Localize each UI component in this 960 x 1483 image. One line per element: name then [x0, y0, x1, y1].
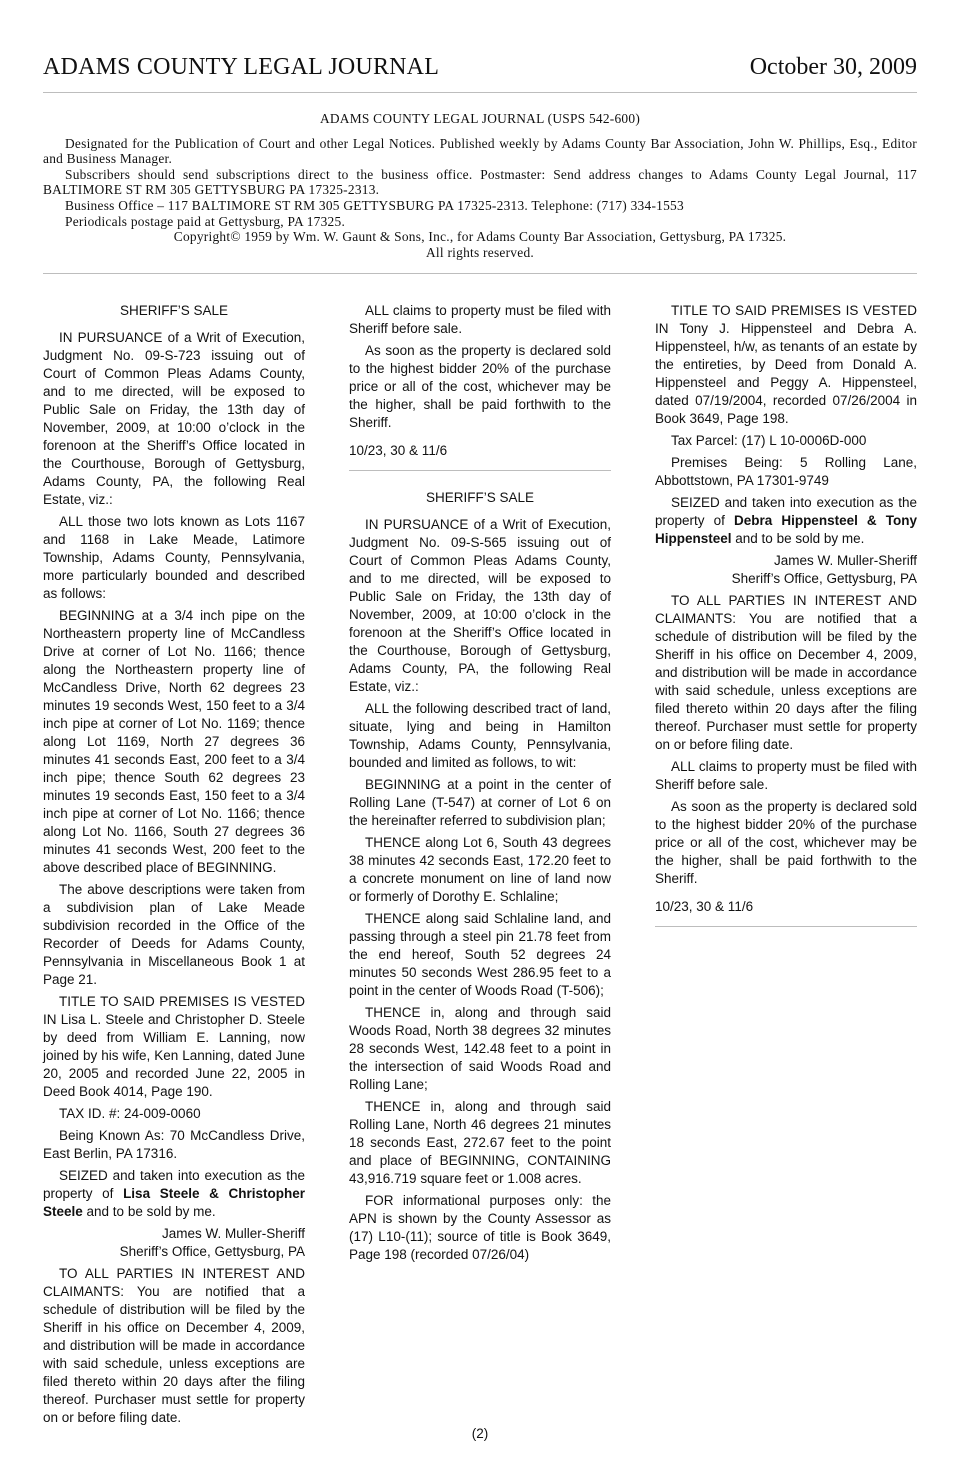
- sale-1-claims: ALL claims to property must be filed with Sheriff before sale.: [349, 303, 611, 336]
- masthead-designation: Designated for the Publication of Court and other Legal Notices. Published weekly by Adams County Bar Association, John W. Phillips, Esq., Editor and Business Manager.: [43, 135, 917, 167]
- sale-2-title: SHERIFF’S SALE: [425, 490, 535, 505]
- page-header: [43, 52, 917, 93]
- sale-1-notice: TO ALL PARTIES IN INTEREST AND CLAIMANTS: You are notified that a schedule of distribution will be filed by the Sheriff in his office on December 4, 2009, and distribution will be made in accordance with said schedule, unless exceptions are filed thereto within 20 days after the filing thereof. Purchaser must settle for property on or before filing date.: [43, 1266, 305, 1425]
- sale-2-tract: ALL the following described tract of land, situate, lying and being in Hamilton Township, Adams County, Pennsylvania, bounded and limited as follows, to wit:: [349, 701, 611, 770]
- sale-2-claims: ALL claims to property must be filed with Sheriff before sale.: [655, 759, 917, 792]
- sale-1-sheriff-office: Sheriff’s Office, Gettysburg, PA: [119, 1244, 305, 1259]
- sale-1-beginning: BEGINNING at a 3/4 inch pipe on the Northeastern property line of McCandless Drive at corner of Lot No. 1166; thence along the Northeastern property line of McCandless Drive, North 62 degrees 23 minutes 19 seconds West, 150 feet to a 3/4 inch pipe at corner of Lot No. 1169; thence along Lot 1169, North 27 degrees 36 minutes 41 seconds East, 200 feet to a 3/4 inch pipe; thence South 62 degrees 23 minutes 19 seconds East, 150 feet to a 3/4 inch pipe at corner of Lot No. 1166; thence along Lot No. 1166, South 27 degrees 36 minutes 41 seconds West, 200 feet to the above described place of BEGINNING.: [43, 608, 305, 875]
- column-1: [43, 302, 305, 1431]
- sale-2-pursuance: IN PURSUANCE of a Writ of Execution, Judgment No. 09-S-565 issuing out of Court of Common Pleas Adams County, and to me directed, will be exposed to Public Sale on Friday, the 13th day of November, 2009, at 10:00 o’clock in the forenoon at the Sheriff’s Office located in the Courthouse, Borough of Gettysburg, Adams County, PA, the following Real Estate, viz.:: [349, 517, 611, 694]
- journal-title: ADAMS COUNTY LEGAL JOURNAL: [43, 54, 440, 80]
- sale-2-beginning: BEGINNING at a point in the center of Rolling Lane (T-547) at corner of Lot 6 on the hereinafter referred to subdivision plan;: [349, 777, 611, 828]
- sale-2-title-vested: TITLE TO SAID PREMISES IS VESTED IN Tony J. Hippensteel and Debra A. Hippensteel, h/w, as tenants of an estate by the entireties, by Deed from Donald A. Hippensteel and Peggy A. Hippensteel, dated 07/19/2004, recorded 07/26/2004 in Book 3649, Page 198.: [655, 303, 917, 426]
- sale-2-sheriff-office: Sheriff’s Office, Gettysburg, PA: [731, 571, 917, 586]
- masthead-rights: All rights reserved.: [425, 244, 534, 260]
- column-3: [655, 302, 917, 945]
- sale-2-thence-rolling: THENCE in, along and through said Rolling Lane, North 46 degrees 21 minutes 18 seconds East, 272.67 feet to the point and place of BEGINNING, CONTAINING 43,916.719 square feet or 1.008 acres.: [349, 1099, 611, 1186]
- sale-2-tax-parcel: Tax Parcel: (17) L 10-0006D-000: [671, 433, 867, 448]
- sale-2-notice: TO ALL PARTIES IN INTEREST AND CLAIMANTS: You are notified that a schedule of distribution will be filed by the Sheriff in his office on December 4, 2009, and distribution will be made in accordance with said schedule, unless exceptions are filed thereto within 20 days after the filing thereof. Purchaser must settle for property on or before filing date.: [655, 593, 917, 752]
- sale-1-pursuance: IN PURSUANCE of a Writ of Execution, Judgment No. 09-S-723 issuing out of Court of Common Pleas Adams County, and to me directed, will be exposed to Public Sale on Friday, the 13th day of November, 2009, at 10:00 o’clock in the forenoon at the Sheriff’s Office located in the Courthouse, Borough of Gettysburg, Adams County, PA, the following Real Estate, viz.:: [43, 330, 305, 507]
- sale-1-seized: SEIZED and taken into execution as the property of Lisa Steele & Christopher Steele and to be sold by me.: [43, 1168, 306, 1219]
- sale-2-sheriff-name: James W. Muller-Sheriff: [773, 553, 917, 568]
- sale-1-tax-id: TAX ID. #: 24-009-0060: [59, 1106, 201, 1121]
- sale-2-dates: 10/23, 30 & 11/6: [655, 899, 754, 914]
- masthead-title: ADAMS COUNTY LEGAL JOURNAL (USPS 542-600): [319, 111, 641, 126]
- sale-2-owner-names: Debra Hippensteel & Tony Hippensteel: [655, 513, 918, 546]
- divider: [655, 926, 917, 927]
- sale-1-payment: As soon as the property is declared sold to the highest bidder 20% of the purchase price or all of the cost, whichever may be the higher, shall be paid forthwith to the Sheriff.: [349, 343, 611, 430]
- sale-1-owner-names: Lisa Steele & Christopher Steele: [43, 1186, 306, 1219]
- sale-2-thence-schlaline: THENCE along said Schlaline land, and passing through a steel pin 21.78 feet from the end hereof, South 52 degrees 24 minutes 50 seconds West 286.95 feet to a point in the center of Woods Road (T-506);: [349, 911, 611, 998]
- sale-2-thence-lot6: THENCE along Lot 6, South 43 degrees 38 minutes 42 seconds East, 172.20 feet to a concrete monument on line of land now or formerly of Dorothy E. Schlaline;: [349, 835, 611, 904]
- sale-2-thence-woods: THENCE in, along and through said Woods Road, North 38 degrees 32 minutes 28 seconds West, 142.48 feet to a point in the intersection of said Woods Road and Rolling Lane;: [349, 1005, 611, 1092]
- sale-1-dates: 10/23, 30 & 11/6: [349, 443, 448, 458]
- sale-1-lots: ALL those two lots known as Lots 1167 and 1168 in Lake Meade, Latimore Township, Adams County, Pennsylvania, more particularly bounded and described as follows:: [43, 514, 305, 601]
- masthead-copyright: Copyright© 1959 by Wm. W. Gaunt & Sons, Inc., for Adams County Bar Association, Gettysburg, PA 17325.: [173, 229, 787, 245]
- sale-2-apn: FOR informational purposes only: the APN is shown by the County Assessor as (17) L10-(11); source of title is Book 3649, Page 198 (recorded 07/26/04): [349, 1193, 611, 1262]
- sale-1-title: SHERIFF’S SALE: [119, 303, 229, 318]
- sale-2-premises: Premises Being: 5 Rolling Lane, Abbottstown, PA 17301-9749: [655, 455, 917, 488]
- page-number: (2): [471, 1426, 489, 1441]
- sale-2-payment: As soon as the property is declared sold to the highest bidder 20% of the purchase price or all of the cost, whichever may be the higher, shall be paid forthwith to the Sheriff.: [655, 799, 917, 886]
- divider: [349, 470, 611, 471]
- sale-2-seized: SEIZED and taken into execution as the property of Debra Hippensteel & Tony Hippensteel and to be sold by me.: [655, 495, 918, 546]
- masthead-subscriptions: Subscribers should send subscriptions direct to the business office. Postmaster: Send address changes to Adams County Legal Journal, 117 BALTIMORE ST RM 305 GETTYSBURG PA 17325-2313.: [43, 166, 917, 198]
- sale-1-descriptions: The above descriptions were taken from a subdivision plan of Lake Meade subdivision recorded in the Office of the Recorder of Deeds for Adams County, Pennsylvania in Miscellaneous Book 1 at Page 21.: [43, 882, 305, 987]
- column-2: [349, 302, 611, 1268]
- issue-date: October 30, 2009: [749, 54, 917, 80]
- masthead-business-office: Business Office – 117 BALTIMORE ST RM 305 GETTYSBURG PA 17325-2313. Telephone: (717) 334-1553: [65, 197, 684, 213]
- sale-1-known-as: Being Known As: 70 McCandless Drive, East Berlin, PA 17316.: [43, 1128, 305, 1161]
- masthead-postage: Periodicals postage paid at Gettysburg, PA 17325.: [65, 213, 346, 229]
- sale-1-sheriff-name: James W. Muller-Sheriff: [161, 1226, 305, 1241]
- masthead: [43, 111, 917, 274]
- sale-1-title-vested: TITLE TO SAID PREMISES IS VESTED IN Lisa L. Steele and Christopher D. Steele by deed from William E. Lanning, now joined by his wife, Ken Lanning, dated June 20, 2005 and recorded June 22, 2005 in Deed Book 4014, Page 190.: [43, 994, 305, 1099]
